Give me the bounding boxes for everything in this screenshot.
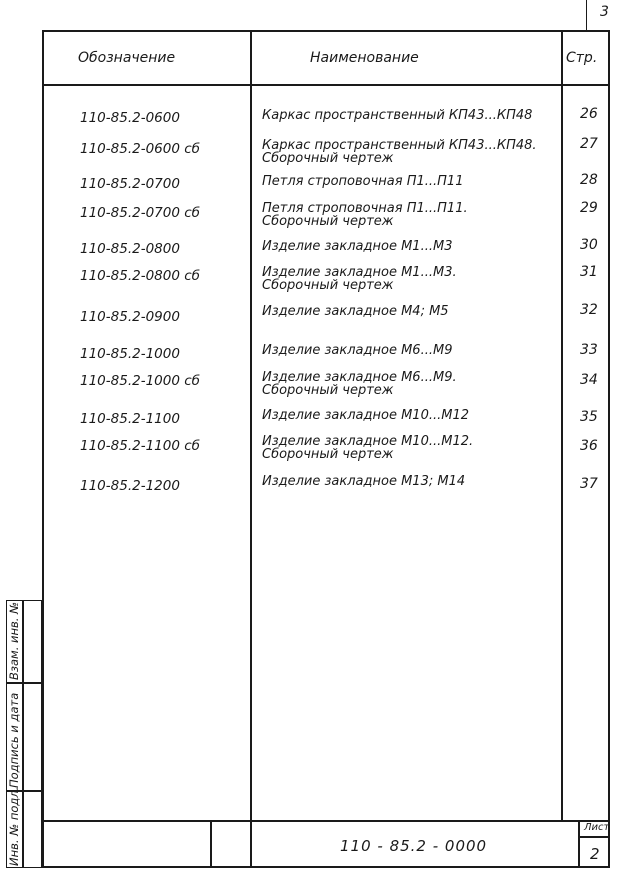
header-page: Стр.: [566, 50, 598, 66]
footer-divider-right: [578, 820, 580, 868]
stamp-divider-vertical: [22, 600, 24, 868]
row-page: 34: [580, 372, 598, 388]
row-name-line2: Сборочный чертеж: [262, 214, 394, 229]
row-name: Изделие закладное М10...М12: [262, 408, 470, 423]
row-page: 30: [580, 237, 598, 253]
sheet-number: 2: [590, 845, 600, 863]
row-code: 110-85.2-1000 сб: [80, 373, 200, 389]
header-name: Наименование: [310, 50, 419, 66]
column-divider-1: [250, 30, 252, 868]
row-code: 110-85.2-1100: [80, 411, 180, 427]
page-number: 3: [600, 4, 609, 20]
row-name: Изделие закладное М10...М12.: [262, 434, 474, 449]
row-page: 36: [580, 438, 598, 454]
column-divider-2: [561, 30, 563, 820]
row-name: Каркас пространственный КП43...КП48: [262, 108, 533, 123]
row-name: Петля строповочная П1...П11.: [262, 201, 468, 216]
row-name: Изделие закладное М4; М5: [262, 304, 449, 319]
footer-divider: [42, 820, 610, 822]
row-page: 28: [580, 172, 598, 188]
row-name-line2: Сборочный чертеж: [262, 383, 394, 398]
row-code: 110-85.2-0700: [80, 176, 180, 192]
row-page: 32: [580, 302, 598, 318]
row-name-line2: Сборочный чертеж: [262, 151, 394, 166]
row-name: Изделие закладное М1...М3: [262, 239, 453, 254]
stamp-sign-date: Подпись и дата: [7, 692, 21, 788]
row-code: 110-85.2-1200: [80, 478, 180, 494]
stamp-divider-1: [6, 682, 42, 684]
sheet-label: Лист: [584, 822, 610, 833]
stamp-inv-orig: Инв. № подл.: [7, 786, 21, 866]
row-name: Каркас пространственный КП43...КП48.: [262, 138, 537, 153]
row-page: 26: [580, 106, 598, 122]
row-name: Изделие закладное М13; М14: [262, 474, 466, 489]
row-code: 110-85.2-0800: [80, 241, 180, 257]
row-page: 37: [580, 476, 598, 492]
header-designation: Обозначение: [78, 50, 176, 66]
row-name: Изделие закладное М1...М3.: [262, 265, 457, 280]
row-page: 31: [580, 264, 598, 280]
document-code: 110 - 85.2 - 0000: [340, 837, 488, 855]
row-code: 110-85.2-1000: [80, 346, 180, 362]
row-name-line2: Сборочный чертеж: [262, 447, 394, 462]
row-code: 110-85.2-0900: [80, 309, 180, 325]
row-page: 27: [580, 136, 598, 152]
header-divider: [42, 84, 610, 86]
row-code: 110-85.2-0700 сб: [80, 205, 200, 221]
row-name: Петля строповочная П1...П11: [262, 174, 464, 189]
row-name: Изделие закладное М6...М9: [262, 343, 453, 358]
footer-divider-left: [210, 820, 212, 868]
row-name: Изделие закладное М6...М9.: [262, 370, 457, 385]
row-code: 110-85.2-0600 сб: [80, 141, 200, 157]
sheet-label-divider: [578, 836, 610, 838]
row-page: 29: [580, 200, 598, 216]
row-page: 35: [580, 409, 598, 425]
row-code: 110-85.2-1100 сб: [80, 438, 200, 454]
row-page: 33: [580, 342, 598, 358]
stamp-replace-inv: Взам. инв. №: [7, 601, 21, 680]
row-code: 110-85.2-0800 сб: [80, 268, 200, 284]
row-name-line2: Сборочный чертеж: [262, 278, 394, 293]
row-code: 110-85.2-0600: [80, 110, 180, 126]
